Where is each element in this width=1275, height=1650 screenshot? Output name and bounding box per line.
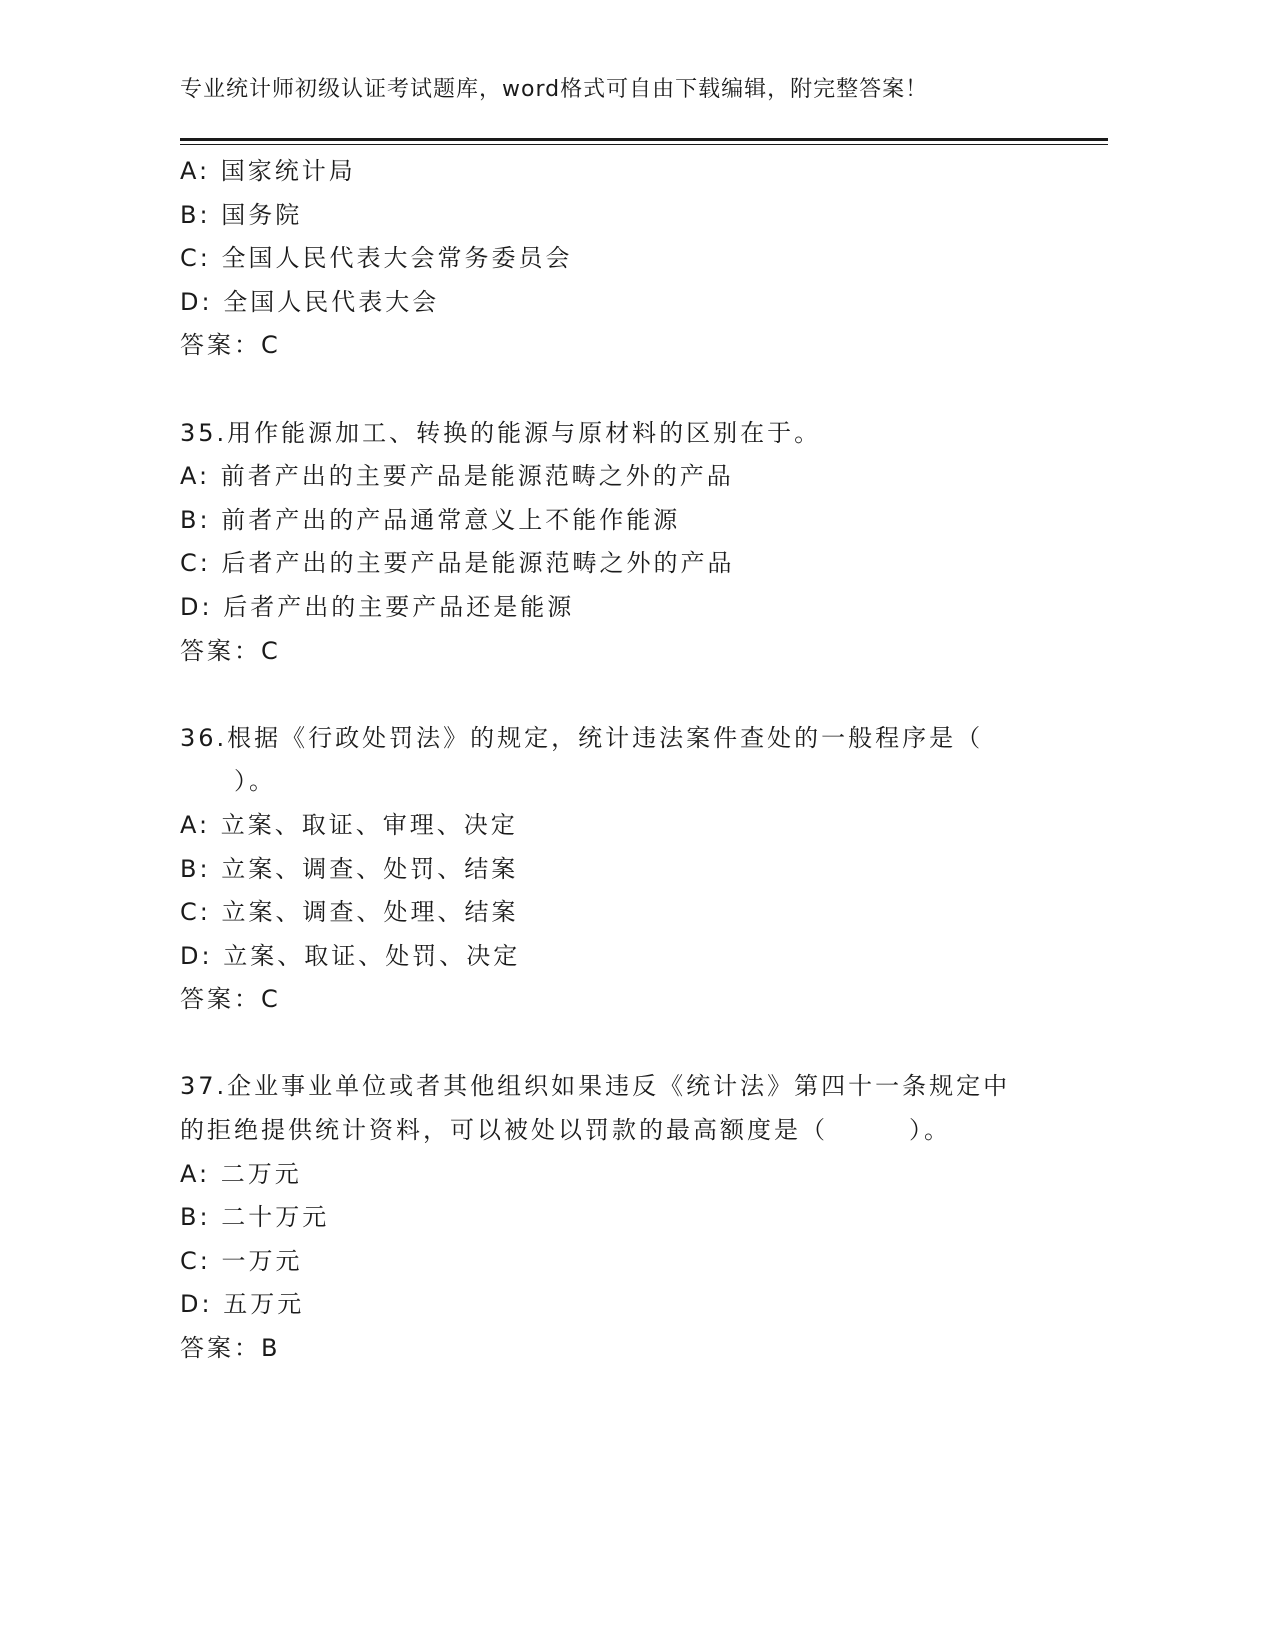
option-b: B: 立案、调查、处罚、结案 xyxy=(180,854,519,883)
question-34 xyxy=(180,150,1040,368)
question-stem-continued: ）。 xyxy=(180,767,276,796)
question-37 xyxy=(180,1065,1040,1370)
spacer xyxy=(180,673,1040,717)
option-c: C: 全国人民代表大会常务委员会 xyxy=(180,244,573,273)
question-stem-continued: 的拒绝提供统计资料，可以被处以罚款的最高额度是（ ）。 xyxy=(180,1116,951,1145)
question-list xyxy=(180,150,1040,1371)
option-b: B: 二十万元 xyxy=(180,1203,330,1232)
spacer xyxy=(180,368,1040,412)
spacer xyxy=(180,1022,1040,1066)
question-stem: 35.用作能源加工、转换的能源与原材料的区别在于。 xyxy=(180,418,822,447)
option-a: A: 前者产出的主要产品是能源范畴之外的产品 xyxy=(180,462,734,491)
answer-line: 答案：B xyxy=(180,1334,281,1363)
option-b: B: 国务院 xyxy=(180,200,303,229)
option-d: D: 五万元 xyxy=(180,1290,305,1319)
option-b: B: 前者产出的产品通常意义上不能作能源 xyxy=(180,505,681,534)
answer-line: 答案：C xyxy=(180,985,281,1014)
option-d: D: 后者产出的主要产品还是能源 xyxy=(180,592,575,621)
page-header: 专业统计师初级认证考试题库，word格式可自由下载编辑，附完整答案！ xyxy=(180,77,929,102)
question-stem: 36.根据《行政处罚法》的规定，统计违法案件查处的一般程序是（ xyxy=(180,723,984,752)
header-rule-thick xyxy=(180,138,1108,141)
answer-line: 答案：C xyxy=(180,331,281,360)
option-c: C: 立案、调查、处理、结案 xyxy=(180,898,519,927)
question-36 xyxy=(180,717,1040,1022)
option-c: C: 一万元 xyxy=(180,1246,303,1275)
option-c: C: 后者产出的主要产品是能源范畴之外的产品 xyxy=(180,549,735,578)
question-stem: 37.企业事业单位或者其他组织如果违反《统计法》第四十一条规定中 xyxy=(180,1072,1011,1101)
header-rule-thin xyxy=(180,144,1108,145)
option-a: A: 立案、取证、审理、决定 xyxy=(180,810,518,839)
question-35 xyxy=(180,412,1040,674)
answer-line: 答案：C xyxy=(180,636,281,665)
option-d: D: 立案、取证、处罚、决定 xyxy=(180,941,521,970)
option-a: A: 二万元 xyxy=(180,1159,302,1188)
option-d: D: 全国人民代表大会 xyxy=(180,287,440,316)
option-a: A: 国家统计局 xyxy=(180,157,356,185)
